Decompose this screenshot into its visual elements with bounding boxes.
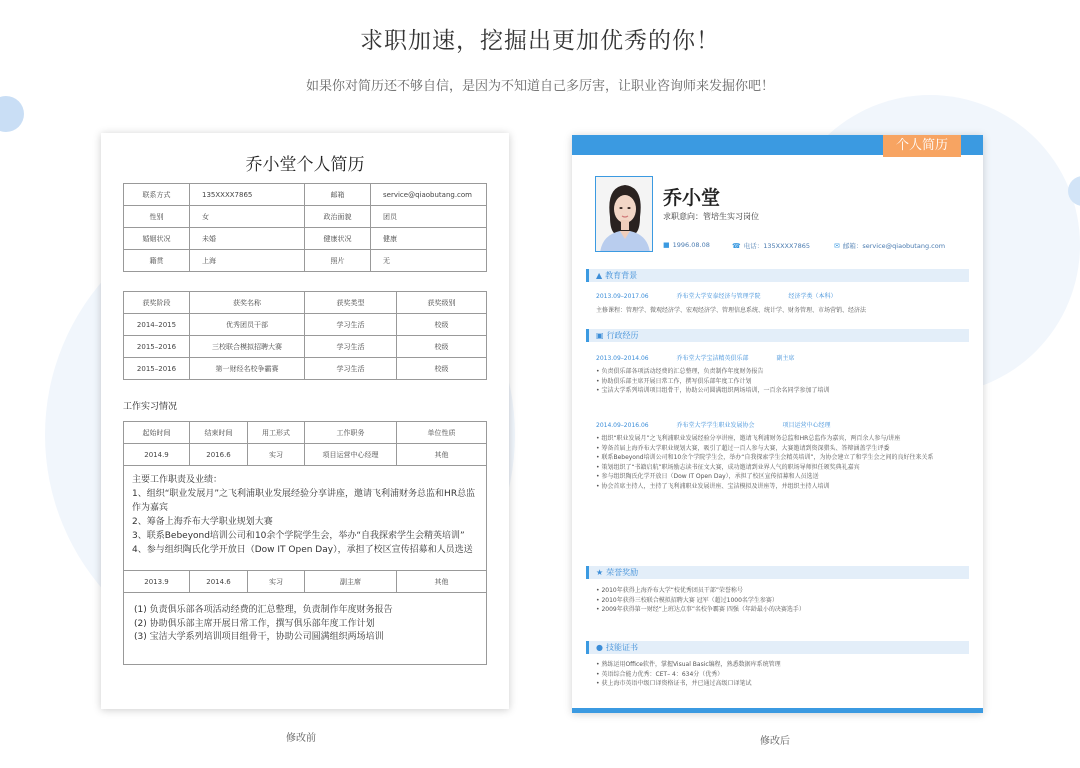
table-header-row [124, 422, 487, 444]
table-cell: 未婚 [190, 228, 305, 250]
edu-courses: 主修课程：管理学、微观经济学、宏观经济学、管理信息系统、统计学、财务管理、市场营销、经济法 [596, 307, 867, 314]
list-item: • 筹备首届上海乔布大学职业规划大赛，吸引了超过一百人参与大赛，大赛邀请到资深猎头、答辩涵盖学生评委 [596, 444, 890, 452]
basic-info-table [123, 183, 487, 272]
table-cell: 校级 [397, 358, 487, 380]
table-row [124, 571, 487, 593]
table-cell: 健康 [371, 228, 487, 250]
table-cell: 2015–2016 [124, 358, 190, 380]
table-header: 用工形式 [248, 422, 305, 444]
table-cell: 校级 [397, 336, 487, 358]
section-skills [586, 641, 969, 654]
intern-table [123, 421, 487, 665]
table-cell: 2014.9 [124, 444, 190, 466]
section-honors [586, 566, 969, 579]
caption-before: 修改前 [286, 733, 316, 744]
table-header: 结束时间 [190, 422, 248, 444]
person-icon: ■ [663, 241, 670, 249]
table-cell: 第一财经名校争霸赛 [190, 358, 305, 380]
list-item: • 2010年获得三校联合模拟招聘大赛 冠军（超过1000名学生参赛） [596, 596, 778, 604]
table-row [124, 228, 487, 250]
candidate-name: 乔小堂 [663, 187, 721, 209]
table-cell: 学习生活 [305, 336, 397, 358]
list-item: • 熟练运用Office软件，掌握Visual Basic编程，熟悉数据库系统管理 [596, 661, 781, 668]
admin-items [596, 367, 960, 396]
description-line: 3、联系Bebeyond培训公司和10余个学院学生会，举办“自我探索学生会精英培训” [132, 531, 465, 541]
table-row [124, 206, 487, 228]
table-cell: 项目运营中心经理 [305, 444, 397, 466]
admin-role: 副主席 [776, 355, 795, 362]
table-row [124, 466, 487, 571]
admin-org: 乔布堂大学宝洁精英俱乐部 [676, 355, 749, 362]
list-item: • 组织“职业发展月”之飞利浦职业发展经验分享讲座，邀请飞利浦财务总监和HR总监作为嘉宾，两百余人参与/讲座 [596, 435, 901, 442]
awards-table [123, 291, 487, 380]
table-cell: service@qiaobutang.com [371, 184, 487, 206]
section-admin-experience [586, 329, 969, 342]
list-item: • 协助俱乐部主席开展日常工作，撰写俱乐部年度工作计划 [596, 377, 752, 385]
table-cell: 婚姻状况 [124, 228, 190, 250]
table-cell: 2015–2016 [124, 336, 190, 358]
intern-description [124, 466, 487, 571]
resume-before-card [101, 133, 509, 709]
list-item: • 策划组织了“书籍启航”职场励志读书征文大赛，成功邀请到业界人气的职场导师担任颁奖典礼嘉宾 [596, 463, 860, 471]
admin-entry-line [596, 421, 831, 430]
lightbulb-icon: ● [596, 643, 603, 652]
description-line: (3) 宝洁大学系列培训项目组骨干，协助公司圆满组织两场培训 [134, 632, 384, 642]
education-line [596, 292, 837, 301]
section-title: 技能证书 [605, 643, 638, 652]
description-line: 4、参与组织陶氏化学开放日（Dow IT Open Day），承担了校区宣传招募和人员选送 [132, 545, 473, 555]
table-row [124, 593, 487, 665]
page-title: 求职加速，挖掘出更加优秀的你！ [360, 28, 720, 54]
admin-period: 2014.09–2016.06 [596, 422, 649, 429]
description-line: 主要工作职责及业绩： [132, 475, 223, 485]
table-cell: 团员 [371, 206, 487, 228]
section-title: 教育背景 [605, 271, 638, 280]
table-cell: 135XXXX7865 [190, 184, 305, 206]
briefcase-icon: ▣ [596, 331, 604, 340]
table-cell: 实习 [248, 571, 305, 593]
table-cell: 其他 [397, 444, 487, 466]
table-cell: 邮箱 [305, 184, 371, 206]
mail-icon: ✉ [834, 242, 840, 250]
email [834, 241, 945, 250]
birth-date [663, 241, 710, 249]
table-header: 单位性质 [397, 422, 487, 444]
section-title: 荣誉奖励 [606, 568, 639, 577]
honor-items [596, 586, 960, 615]
table-header: 获奖级别 [397, 292, 487, 314]
table-cell: 2014.6 [190, 571, 248, 593]
table-cell: 学习生活 [305, 358, 397, 380]
description-line: (1) 负责俱乐部各项活动经费的汇总整理，负责制作年度财务报告 [134, 605, 393, 615]
graduation-cap-icon: ▲ [596, 271, 603, 280]
table-cell: 其他 [397, 571, 487, 593]
table-cell: 2014–2015 [124, 314, 190, 336]
description-line: (2) 协助俱乐部主席开展日常工作，撰写俱乐部年度工作计划 [134, 618, 375, 629]
table-row [124, 250, 487, 272]
footer-bar [572, 708, 983, 713]
list-item: • 宝洁大学系列培训项目组骨干，协助公司圆满组织两场培训，一百余名同学参加了培训 [596, 387, 830, 394]
table-cell: 政治面貌 [305, 206, 371, 228]
admin-period: 2013.09–2014.06 [596, 355, 649, 362]
profile-photo [595, 176, 653, 252]
email-text: 邮箱：service@qiaobutang.com [842, 242, 946, 250]
list-item: • 2009年获得第一财经“上班达点事”名校争霸赛 四强（年龄最小的决赛选手） [596, 606, 805, 613]
admin-entry-line [596, 354, 795, 363]
caption-after: 修改后 [760, 736, 790, 747]
admin-role: 项目运营中心经理 [782, 422, 831, 429]
table-cell: 优秀团员干部 [190, 314, 305, 336]
table-cell: 女 [190, 206, 305, 228]
phone [732, 241, 810, 250]
list-item: • 英语综合能力优秀：CET– 4：634分（优秀） [596, 670, 724, 678]
table-row [124, 314, 487, 336]
resume-after-card [572, 135, 983, 713]
table-cell: 实习 [248, 444, 305, 466]
phone-text: 电话：135XXXX7865 [743, 242, 810, 250]
skill-items [596, 660, 960, 689]
table-row [124, 336, 487, 358]
list-item: • 参与组织陶氏化学开放日（Dow IT Open Day），承担了校区宣传招募和人员选送 [596, 473, 819, 480]
table-header: 工作职务 [305, 422, 397, 444]
birth-date-text: 1996.08.08 [672, 241, 710, 249]
job-intention: 求职意向：管培生实习岗位 [663, 212, 759, 221]
list-item: • 负责俱乐部各项活动经费的汇总整理，负责制作年度财务报告 [596, 368, 764, 375]
table-cell: 照片 [305, 250, 371, 272]
section-education [586, 269, 969, 282]
intern-section-title: 工作实习情况 [123, 402, 178, 412]
page-subtitle: 如果你对简历还不够自信，是因为不知道自己多厉害，让职业咨询师来发掘你吧！ [305, 79, 774, 94]
edu-period: 2013.09–2017.06 [596, 293, 649, 300]
description-line: 2、筹备上海乔布大学职业规划大赛 [132, 517, 273, 527]
table-cell: 副主席 [305, 571, 397, 593]
table-cell: 校级 [397, 314, 487, 336]
table-cell: 健康状况 [305, 228, 371, 250]
list-item: • 协会首席主持人，主持了飞利浦职业发展讲座、宝洁模拟及讲座等，并组织主持人培训 [596, 482, 830, 490]
description-line: 1、组织“职业发展月”之飞利浦职业发展经验分享讲座，邀请飞利浦财务总监和HR总监作为嘉宾 [132, 489, 476, 513]
phone-icon: ☎ [732, 242, 741, 250]
table-row [124, 358, 487, 380]
intern-description [124, 593, 487, 665]
table-cell: 无 [371, 250, 487, 272]
table-row [124, 444, 487, 466]
table-cell: 2013.9 [124, 571, 190, 593]
list-item: • 联系Bebeyond培训公司和10余个学院学生会，举办“自我探索学生会精英培训”，为协会建立了和学生会之间的良好往来关系 [596, 454, 934, 461]
table-header-row [124, 292, 487, 314]
trophy-icon: ★ [596, 568, 604, 577]
table-cell: 籍贯 [124, 250, 190, 272]
resume-tag: 个人简历 [883, 135, 961, 157]
table-cell: 联系方式 [124, 184, 190, 206]
edu-school: 乔布堂大学安泰经济与管理学院 [676, 293, 761, 300]
table-header: 获奖名称 [190, 292, 305, 314]
table-header: 获奖阶段 [124, 292, 190, 314]
admin-org: 乔布堂大学学生职业发展协会 [676, 422, 755, 429]
table-cell: 上海 [190, 250, 305, 272]
list-item: • 获上海市英语中级口译资格证书，并已通过高级口译笔试 [596, 680, 752, 687]
table-header: 获奖类型 [305, 292, 397, 314]
table-header: 起始时间 [124, 422, 190, 444]
resume-before-title: 乔小堂个人简历 [245, 155, 365, 175]
table-cell: 三校联合模拟招聘大赛 [190, 336, 305, 358]
portrait-image [596, 177, 653, 252]
edu-major: 经济学类（本科） [788, 293, 837, 300]
decor-bubble [0, 96, 24, 132]
table-row [124, 184, 487, 206]
table-cell: 性别 [124, 206, 190, 228]
table-cell: 学习生活 [305, 314, 397, 336]
admin-items [596, 434, 960, 491]
table-cell: 2016.6 [190, 444, 248, 466]
list-item: • 2010年获得上海乔布大学“校优秀团员干部”荣誉称号 [596, 587, 743, 594]
section-title: 行政经历 [606, 331, 639, 340]
